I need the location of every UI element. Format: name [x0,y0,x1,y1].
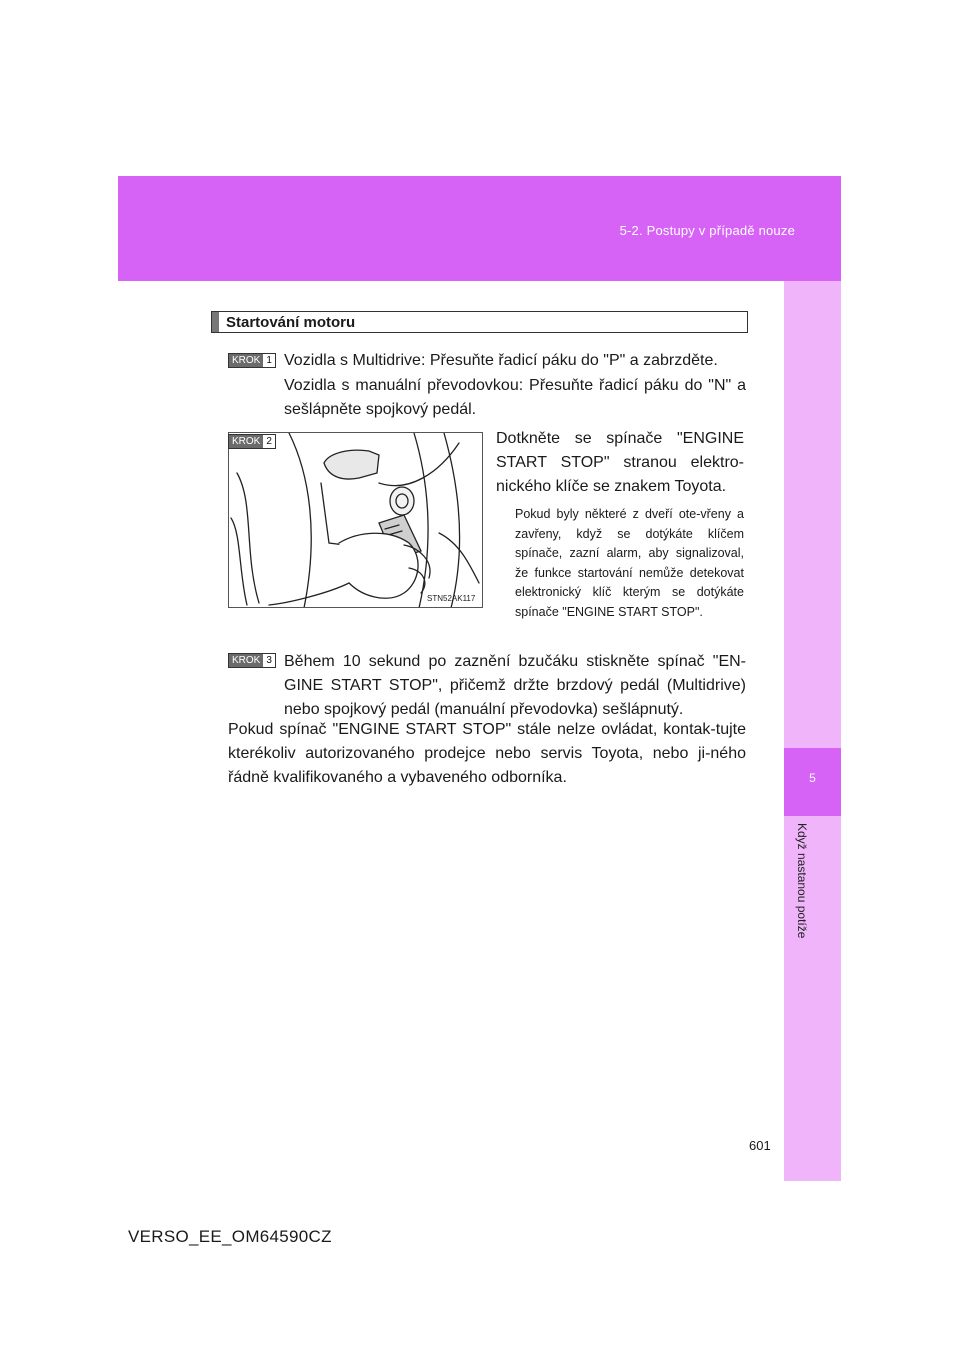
closing-paragraph: Pokud spínač "ENGINE START STOP" stále nelze ovládat, kontak-tujte kterékoliv autorizovaného prodejce nebo servis Toyota, nebo ji-ného řádně kvalifikovaného a vybaveného odborníka. [228,721,746,786]
chapter-number-tab [784,748,841,816]
document-code: VERSO_EE_OM64590CZ [128,1227,332,1246]
illustration-svg [229,433,483,608]
step-3-text: Během 10 sekund po zaznění bzučáku stiskněte spínač "EN-GINE START STOP", přičemž držte brzdový pedál (Multidrive) nebo spojkový pedál (manuální převodovka) sešlápnutý. [284,653,746,718]
step-badge-word: KROK [229,654,263,667]
step-2-text: Dotkněte se spínače "ENGINE START STOP" stranou elektro-nického klíče se znakem Toyota. [496,430,744,495]
step-badge-number: 1 [266,355,272,366]
figure-code: STN52AK117 [427,594,476,603]
section-heading-text: Startování motoru [226,314,356,331]
step-badge-number: 2 [266,436,272,447]
step-1-line-2: Vozidla s manuální převodovkou: Přesuňte řadicí páku do "N" a sešlápněte spojkový pedál. [284,377,746,418]
step-1-badge [228,353,276,368]
step-2-badge [228,434,276,449]
step-badge-word: KROK [229,354,263,367]
chapter-number: 5 [809,771,816,785]
page-number: 601 [749,1138,771,1153]
step-3-badge [228,653,276,668]
step-1-line-1: Vozidla s Multidrive: Přesuňte řadicí páku do "P" a zabrzděte. [284,352,718,369]
header-band [118,176,841,281]
step-badge-number: 3 [266,655,272,666]
section-heading [211,311,748,333]
key-touch-illustration [228,432,483,608]
chapter-title: Když nastanou potíže [795,823,809,939]
step-badge-word: KROK [229,435,263,448]
chapter-side-tab [784,281,841,1181]
section-title: 5-2. Postupy v případě nouze [619,223,795,238]
step-2-note: Pokud byly některé z dveří ote-vřeny a zavřeny, když se dotýkáte klíčem spínače, zazní alarm, aby signalizoval, že funkce startování nemůže detekovat elektronický klíč kterým se dotýkáte spínače "ENGINE START STOP". [515,507,744,619]
heading-bar [212,312,219,332]
